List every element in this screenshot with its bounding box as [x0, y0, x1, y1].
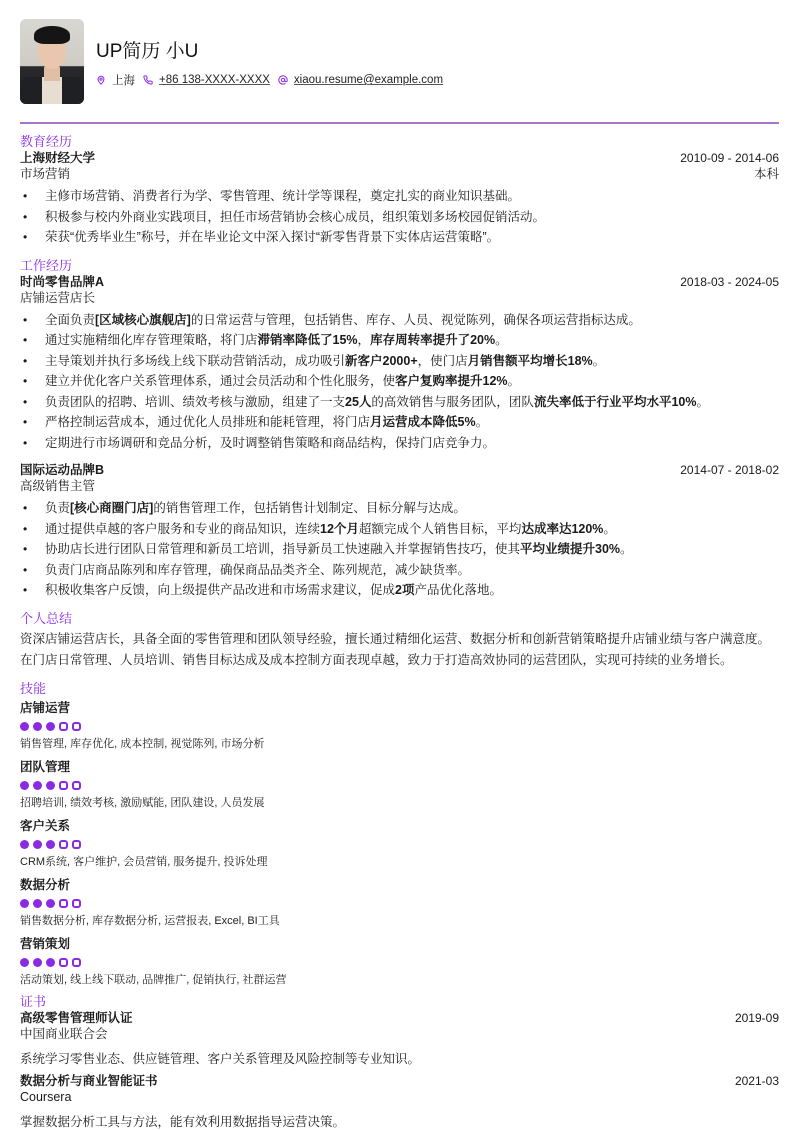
filled-dot-icon: [20, 722, 29, 731]
skill-name: 数据分析: [20, 877, 71, 892]
filled-dot-icon: [33, 781, 42, 790]
list-item: [20, 519, 779, 540]
company-name: 国际运动品牌B: [20, 463, 105, 477]
list-item: [20, 310, 779, 331]
bullet-text: 。: [495, 333, 508, 347]
filled-dot-icon: [33, 899, 42, 908]
certificate-header: [20, 1010, 779, 1026]
summary-line: 在门店日常管理、人员培训、销售目标达成及成本控制方面表现卓越，致力于打造高效协同的运营团队，实现可持续的业务增长。: [20, 652, 733, 667]
bullet-text: 负责团队的招聘、培训、绩效考核与激励，组建了一支: [45, 394, 346, 409]
highlight-text: [核心商圈门店]: [70, 501, 154, 515]
skill-entry: [20, 935, 779, 988]
highlight-text: 达成率达120%: [521, 521, 604, 536]
bullet-text: 定期进行市场调研和竞品分析，及时调整销售策略和商品结构，保持门店竞争力。: [45, 435, 496, 450]
skill-keywords: 销售管理, 库存优化, 成本控制, 视觉陈列, 市场分析: [20, 737, 265, 750]
bullet-text: ，使门店: [417, 353, 468, 368]
bullet-text: 通过实施精细化库存管理策略，将门店: [45, 333, 258, 347]
skill-level-rating: [20, 781, 779, 790]
job-role: 高级销售主管: [20, 479, 96, 493]
job-date: 2014-07 - 2018-02: [680, 463, 779, 477]
filled-dot-icon: [33, 722, 42, 731]
job-role-row: [20, 478, 779, 494]
list-item: [20, 392, 779, 413]
certificates-section: [20, 994, 779, 1130]
bullet-text: 产品优化落地。: [414, 583, 502, 597]
section-title: 个人总结: [20, 610, 73, 626]
bullet-text: 。: [620, 542, 633, 556]
list-item: [20, 498, 779, 519]
company-name: 时尚零售品牌A: [20, 274, 105, 289]
empty-dot-icon: [72, 781, 81, 790]
skill-level-rating: [20, 840, 779, 849]
bullet-text: 协助店长进行团队日常管理和新员工培训，指导新员工快速融入并掌握销售技巧，使其: [45, 542, 521, 556]
section-title: 教育经历: [20, 134, 73, 149]
skill-name: 客户关系: [20, 818, 71, 833]
highlight-text: 月销售额平均增长18%: [467, 353, 593, 368]
bullet-text: 建立并优化客户关系管理体系，通过会员活动和个性化服务，使: [45, 374, 396, 388]
empty-dot-icon: [59, 899, 68, 908]
filled-dot-icon: [46, 781, 55, 790]
certificate-header: [20, 1073, 779, 1089]
filled-dot-icon: [46, 722, 55, 731]
empty-dot-icon: [72, 722, 81, 731]
phone-icon: [143, 75, 153, 85]
certificate-name: 高级零售管理师认证: [20, 1010, 133, 1025]
bullet-text: 。: [696, 394, 709, 409]
summary-line: 资深店铺运营店长，具备全面的零售管理和团队领导经验，擅长通过精细化运营、数据分析和创新营销策略提升店铺业绩与客户满意度。: [20, 631, 771, 646]
job-entry: [20, 274, 779, 454]
highlight-text: 流失率低于行业平均水平10%: [533, 394, 697, 409]
section-title: 技能: [20, 680, 47, 696]
empty-dot-icon: [59, 840, 68, 849]
highlight-text: 月运营成本降低5%: [370, 415, 476, 429]
bullet-text: 的日常运营与管理，包括销售、库存、人员、视觉陈列，确保各项运营指标达成。: [190, 312, 641, 327]
skill-entry: [20, 758, 779, 811]
at-sign-icon: [278, 75, 288, 85]
list-item: [20, 580, 779, 601]
list-item: [20, 371, 779, 392]
bullet-text: 。: [475, 415, 489, 429]
highlight-text: 平均业绩提升30%: [520, 542, 621, 556]
list-item: • 积极参与校内外商业实践项目，担任市场营销协会核心成员，组织策划多场校园促销活动。: [20, 207, 779, 228]
map-pin-icon: [96, 75, 106, 85]
highlight-text: 客户复购率提升12%: [395, 374, 508, 388]
filled-dot-icon: [20, 840, 29, 849]
job-bullets: [20, 310, 779, 454]
empty-dot-icon: [59, 722, 68, 731]
job-date: 2018-03 - 2024-05: [680, 274, 779, 289]
empty-dot-icon: [59, 781, 68, 790]
list-item: [20, 351, 779, 372]
bullet-text: 。: [507, 374, 521, 388]
location-text: 上海: [112, 75, 135, 87]
header-divider: [20, 122, 779, 124]
skill-keywords: 销售数据分析, 库存数据分析, 运营报表, Excel, BI工具: [20, 914, 280, 927]
phone-link[interactable]: +86 138-XXXX-XXXX: [159, 74, 270, 86]
education-section: [20, 134, 779, 248]
section-title: 工作经历: [20, 257, 73, 273]
bullet-text: 积极收集客户反馈，向上级提供产品改进和市场需求建议，促成: [45, 583, 396, 597]
skill-name: 团队管理: [20, 759, 71, 774]
filled-dot-icon: [20, 899, 29, 908]
job-header: [20, 274, 779, 290]
bullet-text: 。: [603, 521, 616, 536]
job-bullets: [20, 498, 779, 601]
list-item: [20, 433, 779, 454]
list-item: [20, 412, 779, 433]
profile-photo: [20, 19, 84, 104]
bullet-text: 负责: [45, 501, 71, 515]
skill-name: 营销策划: [20, 936, 71, 951]
job-role-row: [20, 290, 779, 306]
filled-dot-icon: [20, 958, 29, 967]
filled-dot-icon: [46, 899, 55, 908]
filled-dot-icon: [46, 958, 55, 967]
list-item: • 主修市场营销、消费者行为学、零售管理、统计学等课程，奠定扎实的商业知识基础。: [20, 186, 779, 207]
certificate-date: 2021-03: [734, 1073, 779, 1088]
bullet-text: 严格控制运营成本，通过优化人员排班和能耗管理，将门店: [45, 415, 371, 429]
filled-dot-icon: [33, 840, 42, 849]
skill-level-rating: [20, 722, 779, 731]
summary-section: [20, 611, 779, 671]
list-item: [20, 330, 779, 351]
skill-name: 店铺运营: [20, 700, 71, 715]
certificate-description: 系统学习零售业态、供应链管理、客户关系管理及风险控制等专业知识。: [20, 1051, 421, 1066]
degree: 本科: [753, 167, 779, 181]
highlight-text: 滞销率降低了15%: [257, 333, 358, 347]
skill-keywords: CRM系统, 客户维护, 会员营销, 服务提升, 投诉处理: [20, 855, 268, 868]
bullet-text: 的高效销售与服务团队，团队: [371, 394, 534, 409]
email-link[interactable]: xiaou.resume@example.com: [293, 74, 444, 86]
work-section: [20, 258, 779, 601]
candidate-name: UP简历 小U: [96, 41, 199, 62]
bullet-text: 主导策划并执行多场线上线下联动营销活动，成功吸引: [45, 353, 346, 368]
skill-keywords: 活动策划, 线上线下联动, 品牌推广, 促销执行, 社群运营: [20, 973, 287, 986]
list-item: • 荣获“优秀毕业生”称号，并在毕业论文中深入探讨“新零售背景下实体店运营策略”。: [20, 227, 779, 248]
job-role: 店铺运营店长: [20, 290, 96, 305]
skills-section: [20, 681, 779, 988]
bullet-text: 的销售管理工作，包括销售计划制定、目标分解与达成。: [153, 501, 466, 515]
skill-entry: [20, 699, 779, 752]
skill-entry: [20, 876, 779, 929]
education-date: 2010-09 - 2014-06: [680, 151, 779, 165]
job-entry: [20, 462, 779, 601]
skill-entry: [20, 817, 779, 870]
major: 市场营销: [20, 167, 71, 181]
skill-keywords: 招聘培训, 绩效考核, 激励赋能, 团队建设, 人员发展: [20, 796, 265, 809]
contact-phone: [143, 74, 270, 86]
highlight-text: [区域核心旗舰店]: [95, 312, 191, 327]
contact-location: [96, 72, 135, 88]
certificate-description: 掌握数据分析工具与方法，能有效利用数据指导运营决策。: [20, 1114, 346, 1129]
skill-level-rating: [20, 958, 779, 967]
filled-dot-icon: [20, 781, 29, 790]
bullet-text: 通过提供卓越的客户服务和专业的商品知识，连续: [45, 521, 321, 536]
highlight-text: 新客户2000+: [345, 353, 418, 368]
education-bullets: [20, 186, 779, 248]
empty-dot-icon: [59, 958, 68, 967]
bullet-text: 全面负责: [45, 312, 96, 327]
certificate-issuer: 中国商业联合会: [20, 1026, 108, 1041]
highlight-text: 2项: [395, 583, 415, 597]
certificate-issuer: Coursera: [20, 1089, 72, 1104]
certificate-entry: [20, 1073, 779, 1130]
filled-dot-icon: [46, 840, 55, 849]
empty-dot-icon: [72, 840, 81, 849]
certificate-entry: [20, 1010, 779, 1067]
job-header: [20, 462, 779, 478]
empty-dot-icon: [72, 958, 81, 967]
highlight-text: 库存周转率提升了20%: [370, 333, 496, 347]
bullet-text: 超额完成个人销售目标，平均: [358, 521, 522, 536]
highlight-text: 25人: [345, 394, 372, 409]
section-title: 证书: [20, 993, 47, 1009]
contact-email: [278, 74, 443, 86]
bullet-text: 负责门店商品陈列和库存管理，确保商品品类齐全、陈列规范，减少缺货率。: [45, 562, 471, 577]
school-name: 上海财经大学: [20, 151, 96, 165]
filled-dot-icon: [33, 958, 42, 967]
empty-dot-icon: [72, 899, 81, 908]
skill-level-rating: [20, 899, 779, 908]
contact-info: [96, 72, 451, 88]
list-item: [20, 539, 779, 560]
certificate-name: 数据分析与商业智能证书: [20, 1073, 158, 1088]
bullet-text: ，: [357, 333, 371, 347]
resume-header: [20, 0, 779, 122]
bullet-text: 。: [592, 353, 606, 368]
highlight-text: 12个月: [320, 521, 359, 536]
list-item: [20, 560, 779, 581]
certificate-date: 2019-09: [734, 1010, 779, 1025]
